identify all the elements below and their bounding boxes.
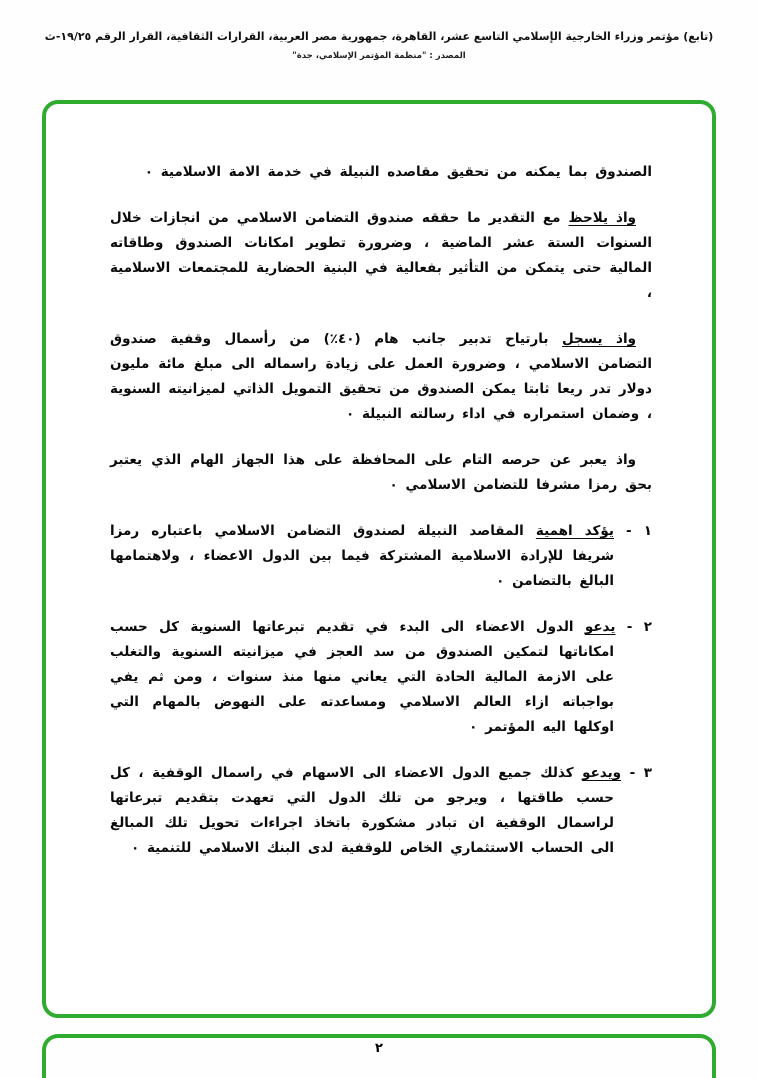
page-number: ٢ [375, 1041, 383, 1056]
item-text: المقاصد النبيلة لصندوق التضامن الاسلامي باعتباره رمزا شريفا للإرادة الاسلامية المشتركة فيما بين الدول الاعضاء ، ولاهتمامها البالغ بالتضامن ٠ [110, 523, 614, 589]
underlined-phrase: واذ يلاحظ [568, 210, 636, 226]
underlined-phrase: يدعو [584, 619, 616, 635]
item-number: ٢ - [626, 619, 652, 635]
document-header [0, 30, 758, 61]
paragraph-continuation: الصندوق بما يمكنه من تحقيق مقاصده النبيلة في خدمة الامة الاسلامية ٠ [144, 164, 652, 180]
header-title: (تابع) مؤتمر وزراء الخارجية الإسلامي التاسع عشر، القاهرة، جمهورية مصر العربية، القرارات الثقافية، القرار الرقم ١٩/٢٥-ث [44, 30, 714, 43]
resolution-item-2 [110, 615, 652, 740]
underlined-phrase: يؤكد اهمية [535, 523, 614, 539]
item-text: كذلك جميع الدول الاعضاء الى الاسهام في راسمال الوقفية ، كل حسب طاقتها ، ويرجو من تلك الدول التي تعهدت بتقديم تبرعاتها لراسمال الوقفية ان تبادر مشكورة باتخاذ اجراءات تحويل تلك المبالغ الى الحساب الاستثماري الخاص للوقفية لدى البنك الاسلامي للتنمية ٠ [110, 765, 614, 856]
document-body [46, 104, 712, 861]
paragraph-text: بارتياح تدبير جانب هام (٤٠٪) من رأسمال وقفية صندوق التضامن الاسلامي ، وضرورة العمل على زيادة راسماله الى مبلغ مائة مليون دولار تدر ريعا ثابتا يمكن الصندوق من تحقيق التمويل الذاتي لميزانيته السنوية ، وضمان استمراره في اداء رسالته النبيلة ٠ [110, 331, 652, 422]
resolution-item-1 [110, 519, 652, 594]
paragraph-recording [110, 327, 652, 427]
item-number: ٣ - [629, 765, 652, 781]
paragraph-text: مع التقدير ما حققه صندوق التضامن الاسلامي من انجازات خلال السنوات الستة عشر الماضية ، وضرورة تطوير امكانات الصندوق وطاقاته المالية حتى يتمكن من التأثير بفعالية في البنية الحضارية للمجتمعات الاسلامية ، [110, 210, 652, 301]
underlined-phrase: ويدعو [582, 765, 622, 781]
underlined-phrase: واذ يسجل [561, 331, 636, 347]
header-source: المصدر : "منظمة المؤتمر الإسلامي، جدة" [292, 51, 466, 61]
resolution-item-3 [110, 761, 652, 861]
paragraph-expressing: واذ يعبر عن حرصه التام على المحافظة على هذا الجهاز الهام الذي يعتبر بحق رمزا مشرفا للتضامن الاسلامي ٠ [110, 452, 652, 493]
paragraph-noting [110, 206, 652, 306]
green-frame [42, 100, 716, 1018]
item-text: الدول الاعضاء الى البدء في تقديم تبرعاتها السنوية كل حسب امكاناتها لتمكين الصندوق من سد العجز في ميزانيته السنوية والتغلب على الازمة المالية الحادة التي يعاني منها منذ سنوات ، ومن ثم يفي بواجباته ازاء العالم الاسلامي ومساعدته على النهوض بالمهام التي اوكلها اليه المؤتمر ٠ [110, 619, 614, 735]
item-number: ١ - [626, 523, 653, 539]
